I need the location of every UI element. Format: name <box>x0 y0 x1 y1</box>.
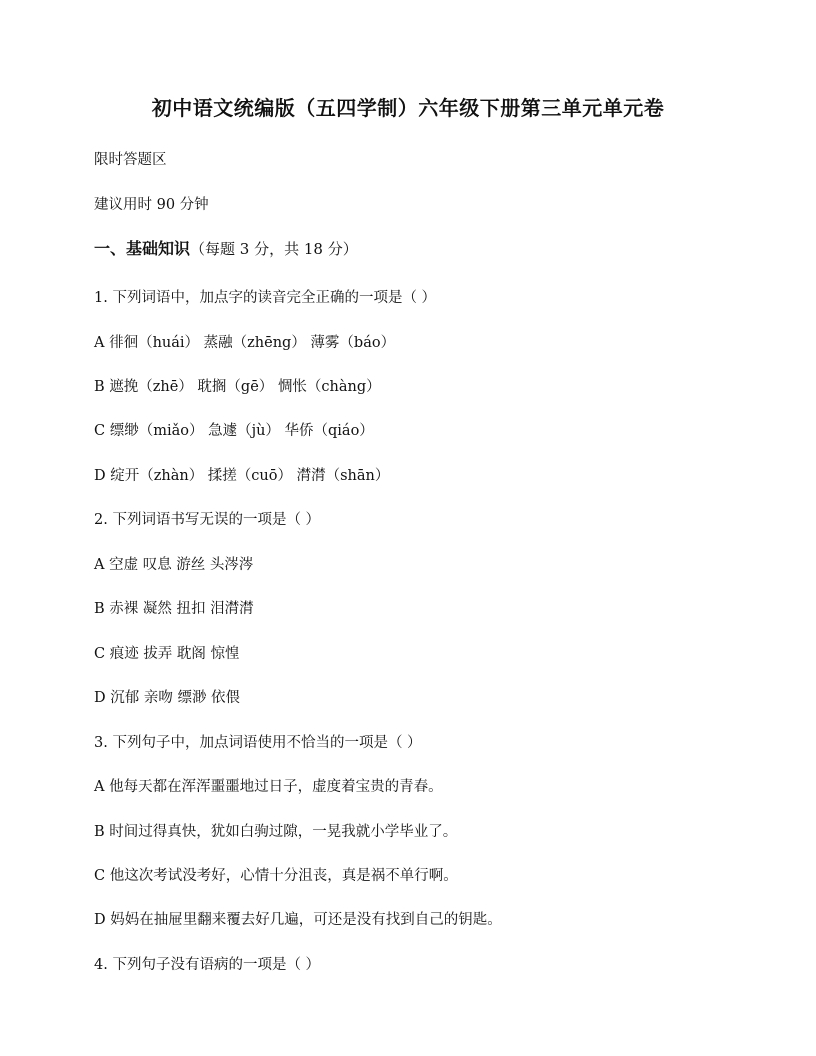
document-title: 初中语文统编版（五四学制）六年级下册第三单元单元卷 <box>151 96 665 120</box>
question-stem: 4. 下列句子没有语病的一项是（ ） <box>94 957 321 973</box>
question-stem: 2. 下列词语书写无误的一项是（ ） <box>94 512 321 528</box>
section-heading <box>94 239 756 259</box>
question-option: B 时间过得真快，犹如白驹过隙，一晃我就小学毕业了。 <box>94 824 458 840</box>
question-option: D 妈妈在抽屉里翻来覆去好几遍，可还是没有找到自己的钥匙。 <box>94 912 502 928</box>
question-option: C 他这次考试没考好，心情十分沮丧，真是祸不单行啊。 <box>94 868 458 884</box>
question-stem: 1. 下列词语中，加点字的读音完全正确的一项是（ ） <box>94 290 437 306</box>
question-option: A 他每天都在浑浑噩噩地过日子，虚度着宝贵的青春。 <box>94 779 443 795</box>
question-option: C 缥缈（miǎo） 急遽（jù） 华侨（qiáo） <box>94 423 374 439</box>
question-stem: 3. 下列句子中，加点词语使用不恰当的一项是（ ） <box>94 735 422 751</box>
answer-area-label: 限时答题区 <box>94 152 167 168</box>
question-option: D 沉郁 亲吻 缥渺 依偎 <box>94 690 241 706</box>
section-title: 一、基础知识 <box>94 239 191 258</box>
question-option: B 遮挽（zhē） 耽搁（gē） 惆怅（chàng） <box>94 379 381 395</box>
question-option: A 徘徊（huái） 蒸融（zhēng） 薄雾（báo） <box>94 335 396 351</box>
question-option: C 痕迹 拔弄 耽阁 惊惶 <box>94 646 240 662</box>
question-option: A 空虚 叹息 游丝 头涔涔 <box>94 557 254 573</box>
suggested-time: 建议用时 90 分钟 <box>94 197 209 213</box>
section-score-note: （每题 3 分，共 18 分） <box>190 240 358 258</box>
question-option: B 赤裸 凝然 扭扣 泪潸潸 <box>94 601 254 617</box>
question-option: D 绽开（zhàn） 揉搓（cuō） 潸潸（shān） <box>94 468 390 484</box>
